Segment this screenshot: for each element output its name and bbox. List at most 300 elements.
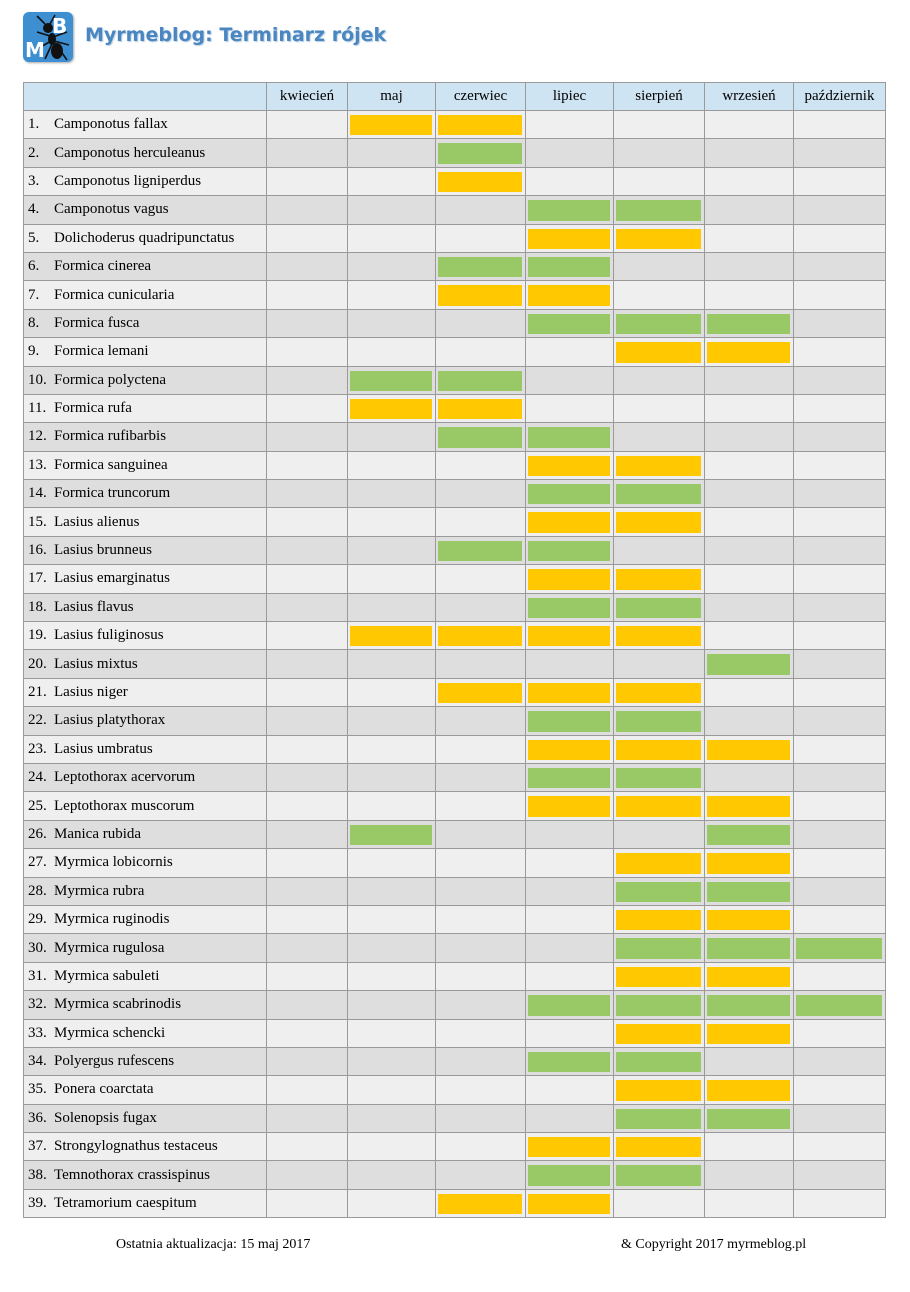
month-cell	[267, 309, 348, 337]
table-row	[24, 224, 886, 252]
month-cell	[267, 565, 348, 593]
month-cell	[614, 139, 705, 167]
species-cell	[24, 849, 267, 877]
month-cell	[526, 849, 614, 877]
month-cell	[705, 1047, 794, 1075]
month-cell	[526, 565, 614, 593]
month-cell	[614, 167, 705, 195]
month-cell	[614, 480, 705, 508]
month-cell	[526, 394, 614, 422]
species-cell	[24, 991, 267, 1019]
species-name: Leptothorax acervorum	[54, 769, 196, 786]
month-header: maj	[348, 83, 436, 111]
month-cell	[267, 763, 348, 791]
month-cell	[526, 252, 614, 280]
swarm-calendar-table	[23, 82, 886, 1218]
month-cell	[348, 536, 436, 564]
month-cell	[348, 1076, 436, 1104]
month-cell	[794, 565, 886, 593]
swarm-bar-yellow	[528, 456, 610, 476]
swarm-bar-yellow	[616, 683, 701, 703]
month-cell	[794, 905, 886, 933]
month-cell	[614, 1161, 705, 1189]
month-cell	[614, 763, 705, 791]
month-cell	[614, 678, 705, 706]
swarm-bar-yellow	[528, 1137, 610, 1157]
species-name: Temnothorax crassispinus	[54, 1166, 211, 1183]
species-number: 28.	[28, 882, 47, 899]
species-number: 7.	[28, 286, 40, 303]
month-cell	[705, 707, 794, 735]
species-cell	[24, 394, 267, 422]
month-cell	[526, 820, 614, 848]
species-cell	[24, 905, 267, 933]
swarm-bar-green	[796, 995, 882, 1015]
swarm-bar-green	[707, 314, 790, 334]
month-cell	[794, 1133, 886, 1161]
month-cell	[436, 1189, 526, 1217]
month-cell	[794, 111, 886, 139]
month-cell	[794, 480, 886, 508]
table-row	[24, 622, 886, 650]
species-cell	[24, 934, 267, 962]
swarm-bar-green	[528, 484, 610, 504]
table-row	[24, 678, 886, 706]
species-cell	[24, 1133, 267, 1161]
species-number: 11.	[28, 400, 47, 417]
month-cell	[614, 650, 705, 678]
table-row	[24, 962, 886, 990]
month-cell	[794, 1189, 886, 1217]
species-cell	[24, 111, 267, 139]
species-number: 26.	[28, 825, 47, 842]
species-name: Formica cunicularia	[54, 286, 175, 303]
month-cell	[526, 480, 614, 508]
swarm-bar-green	[350, 371, 432, 391]
table-row	[24, 139, 886, 167]
month-cell	[705, 905, 794, 933]
swarm-bar-green	[528, 1165, 610, 1185]
swarm-bar-green	[616, 995, 701, 1015]
month-cell	[348, 905, 436, 933]
table-row	[24, 1161, 886, 1189]
month-cell	[348, 820, 436, 848]
month-cell	[705, 962, 794, 990]
table-row	[24, 480, 886, 508]
species-name: Formica sanguinea	[54, 456, 168, 473]
species-number: 18.	[28, 598, 47, 615]
month-cell	[436, 735, 526, 763]
month-cell	[436, 111, 526, 139]
month-cell	[348, 1133, 436, 1161]
swarm-bar-yellow	[528, 285, 610, 305]
species-cell	[24, 735, 267, 763]
month-cell	[267, 394, 348, 422]
month-cell	[526, 1133, 614, 1161]
table-row	[24, 167, 886, 195]
species-name: Camponotus vagus	[54, 201, 169, 218]
species-number: 12.	[28, 428, 47, 445]
month-cell	[614, 849, 705, 877]
species-number: 8.	[28, 314, 40, 331]
month-cell	[526, 678, 614, 706]
month-cell	[614, 877, 705, 905]
species-cell	[24, 281, 267, 309]
month-cell	[614, 991, 705, 1019]
month-cell	[526, 707, 614, 735]
month-cell	[348, 394, 436, 422]
month-cell	[794, 1047, 886, 1075]
species-cell	[24, 196, 267, 224]
species-cell	[24, 1161, 267, 1189]
species-name: Solenopsis fugax	[54, 1109, 157, 1126]
swarm-bar-yellow	[438, 115, 522, 135]
month-cell	[705, 111, 794, 139]
species-number: 19.	[28, 627, 47, 644]
swarm-bar-green	[528, 427, 610, 447]
month-cell	[526, 508, 614, 536]
swarm-bar-green	[616, 1165, 701, 1185]
table-row	[24, 991, 886, 1019]
month-cell	[526, 224, 614, 252]
logo-letter-m: M	[25, 38, 45, 62]
copyright-text: & Copyright 2017 myrmeblog.pl	[621, 1237, 807, 1252]
swarm-bar-yellow	[438, 626, 522, 646]
swarm-bar-green	[616, 711, 701, 731]
species-number: 27.	[28, 854, 47, 871]
species-name: Myrmica sabuleti	[54, 967, 160, 984]
month-cell	[348, 1019, 436, 1047]
month-cell	[267, 905, 348, 933]
species-cell	[24, 707, 267, 735]
swarm-bar-green	[616, 938, 701, 958]
swarm-bar-yellow	[528, 229, 610, 249]
month-cell	[794, 394, 886, 422]
swarm-bar-yellow	[350, 115, 432, 135]
species-number: 4.	[28, 201, 40, 218]
myrmeblog-logo[interactable]	[23, 12, 73, 62]
month-cell	[705, 792, 794, 820]
month-cell	[436, 536, 526, 564]
month-header: kwiecień	[267, 83, 348, 111]
swarm-bar-green	[528, 768, 610, 788]
month-cell	[267, 1047, 348, 1075]
month-cell	[436, 167, 526, 195]
species-name: Camponotus herculeanus	[54, 144, 206, 161]
species-name: Lasius mixtus	[54, 655, 138, 672]
swarm-bar-yellow	[616, 740, 701, 760]
month-cell	[348, 1104, 436, 1132]
month-cell	[614, 394, 705, 422]
month-cell	[794, 167, 886, 195]
swarm-bar-yellow	[616, 853, 701, 873]
month-cell	[614, 281, 705, 309]
month-cell	[348, 224, 436, 252]
table-row	[24, 451, 886, 479]
month-cell	[348, 991, 436, 1019]
species-number: 22.	[28, 712, 47, 729]
month-cell	[436, 1076, 526, 1104]
month-cell	[436, 1019, 526, 1047]
month-cell	[348, 962, 436, 990]
swarm-bar-green	[528, 711, 610, 731]
month-cell	[614, 735, 705, 763]
month-cell	[705, 139, 794, 167]
month-cell	[705, 196, 794, 224]
month-cell	[526, 962, 614, 990]
swarm-bar-yellow	[707, 910, 790, 930]
swarm-bar-green	[616, 1052, 701, 1072]
month-cell	[526, 309, 614, 337]
month-cell	[526, 536, 614, 564]
month-cell	[267, 224, 348, 252]
swarm-bar-yellow	[528, 1194, 610, 1214]
swarm-bar-green	[438, 371, 522, 391]
month-cell	[526, 111, 614, 139]
month-cell	[348, 735, 436, 763]
swarm-bar-yellow	[616, 796, 701, 816]
month-cell	[794, 196, 886, 224]
table-row	[24, 111, 886, 139]
table-row	[24, 820, 886, 848]
month-cell	[436, 962, 526, 990]
month-cell	[526, 139, 614, 167]
table-row	[24, 877, 886, 905]
month-cell	[705, 281, 794, 309]
month-cell	[436, 905, 526, 933]
month-cell	[436, 934, 526, 962]
species-number: 16.	[28, 542, 47, 559]
month-cell	[436, 366, 526, 394]
species-number: 25.	[28, 797, 47, 814]
month-cell	[267, 593, 348, 621]
month-cell	[267, 707, 348, 735]
month-cell	[348, 196, 436, 224]
month-cell	[267, 1104, 348, 1132]
month-cell	[526, 1047, 614, 1075]
species-number: 15.	[28, 513, 47, 530]
species-number: 5.	[28, 229, 40, 246]
table-row	[24, 735, 886, 763]
month-cell	[794, 934, 886, 962]
swarm-bar-yellow	[616, 456, 701, 476]
species-cell	[24, 224, 267, 252]
month-cell	[614, 536, 705, 564]
month-cell	[705, 1019, 794, 1047]
month-cell	[526, 1189, 614, 1217]
month-cell	[267, 735, 348, 763]
month-cell	[526, 593, 614, 621]
month-cell	[705, 820, 794, 848]
month-cell	[794, 1076, 886, 1104]
swarm-bar-yellow	[707, 853, 790, 873]
month-cell	[267, 792, 348, 820]
month-cell	[436, 877, 526, 905]
month-cell	[526, 338, 614, 366]
month-cell	[705, 1189, 794, 1217]
month-cell	[794, 877, 886, 905]
month-cell	[794, 1161, 886, 1189]
month-cell	[348, 565, 436, 593]
table-row	[24, 934, 886, 962]
species-number: 36.	[28, 1109, 47, 1126]
table-row	[24, 366, 886, 394]
species-name: Myrmica rubra	[54, 882, 145, 899]
month-cell	[705, 877, 794, 905]
table-row	[24, 763, 886, 791]
month-cell	[267, 338, 348, 366]
species-cell	[24, 622, 267, 650]
month-header: wrzesień	[705, 83, 794, 111]
month-cell	[614, 622, 705, 650]
month-cell	[436, 196, 526, 224]
swarm-bar-green	[528, 200, 610, 220]
species-number: 37.	[28, 1138, 47, 1155]
month-cell	[614, 934, 705, 962]
species-name: Myrmica scabrinodis	[54, 996, 182, 1013]
species-cell	[24, 167, 267, 195]
table-row	[24, 593, 886, 621]
table-row	[24, 792, 886, 820]
month-header: czerwiec	[436, 83, 526, 111]
month-cell	[348, 1161, 436, 1189]
species-cell	[24, 820, 267, 848]
month-cell	[794, 593, 886, 621]
month-cell	[267, 820, 348, 848]
month-cell	[436, 678, 526, 706]
species-number: 3.	[28, 172, 40, 189]
species-number: 14.	[28, 485, 47, 502]
species-number: 9.	[28, 343, 40, 360]
table-row	[24, 196, 886, 224]
month-cell	[614, 111, 705, 139]
table-row	[24, 1076, 886, 1104]
swarm-bar-yellow	[528, 512, 610, 532]
month-cell	[348, 1189, 436, 1217]
month-cell	[794, 224, 886, 252]
species-cell	[24, 451, 267, 479]
species-name: Formica rufibarbis	[54, 428, 167, 445]
species-cell	[24, 536, 267, 564]
month-cell	[267, 962, 348, 990]
month-cell	[436, 820, 526, 848]
month-cell	[526, 1019, 614, 1047]
month-cell	[794, 820, 886, 848]
species-number: 30.	[28, 939, 47, 956]
species-name: Lasius platythorax	[54, 712, 166, 729]
month-cell	[267, 1133, 348, 1161]
month-cell	[705, 1161, 794, 1189]
month-cell	[267, 849, 348, 877]
month-cell	[348, 849, 436, 877]
month-cell	[794, 622, 886, 650]
month-cell	[348, 877, 436, 905]
month-cell	[705, 480, 794, 508]
table-row	[24, 508, 886, 536]
species-cell	[24, 678, 267, 706]
swarm-bar-green	[528, 314, 610, 334]
month-header: lipiec	[526, 83, 614, 111]
month-cell	[526, 196, 614, 224]
swarm-bar-green	[528, 257, 610, 277]
swarm-bar-yellow	[616, 910, 701, 930]
month-cell	[436, 1104, 526, 1132]
month-cell	[267, 423, 348, 451]
month-cell	[614, 508, 705, 536]
table-row	[24, 394, 886, 422]
month-cell	[705, 1076, 794, 1104]
header-corner	[24, 83, 267, 111]
swarm-bar-yellow	[616, 342, 701, 362]
month-cell	[267, 536, 348, 564]
month-cell	[436, 650, 526, 678]
month-cell	[705, 394, 794, 422]
swarm-bar-green	[528, 541, 610, 561]
swarm-bar-yellow	[528, 796, 610, 816]
month-cell	[348, 622, 436, 650]
table-row	[24, 565, 886, 593]
month-cell	[794, 962, 886, 990]
month-cell	[614, 565, 705, 593]
month-cell	[436, 224, 526, 252]
table-row	[24, 423, 886, 451]
month-cell	[267, 1161, 348, 1189]
swarm-bar-green	[707, 654, 790, 674]
month-cell	[348, 508, 436, 536]
species-number: 39.	[28, 1195, 47, 1212]
table-row	[24, 650, 886, 678]
month-cell	[436, 1133, 526, 1161]
month-cell	[348, 934, 436, 962]
month-cell	[614, 224, 705, 252]
month-cell	[705, 451, 794, 479]
species-number: 31.	[28, 967, 47, 984]
species-name: Lasius fuliginosus	[54, 627, 164, 644]
month-cell	[794, 792, 886, 820]
month-cell	[267, 934, 348, 962]
month-cell	[705, 849, 794, 877]
month-cell	[348, 111, 436, 139]
month-cell	[267, 451, 348, 479]
species-name: Lasius emarginatus	[54, 570, 170, 587]
swarm-bar-yellow	[707, 796, 790, 816]
month-cell	[526, 622, 614, 650]
month-cell	[436, 707, 526, 735]
table-row	[24, 1019, 886, 1047]
month-cell	[614, 366, 705, 394]
swarm-bar-yellow	[438, 172, 522, 192]
species-name: Formica rufa	[54, 400, 132, 417]
species-number: 29.	[28, 911, 47, 928]
month-cell	[794, 252, 886, 280]
month-cell	[614, 905, 705, 933]
swarm-bar-yellow	[616, 512, 701, 532]
month-cell	[794, 707, 886, 735]
month-cell	[267, 1076, 348, 1104]
species-number: 34.	[28, 1053, 47, 1070]
month-cell	[267, 650, 348, 678]
species-cell	[24, 763, 267, 791]
swarm-bar-yellow	[707, 342, 790, 362]
month-cell	[614, 707, 705, 735]
month-cell	[794, 423, 886, 451]
month-cell	[705, 763, 794, 791]
month-cell	[436, 593, 526, 621]
month-cell	[267, 1189, 348, 1217]
month-cell	[705, 536, 794, 564]
month-cell	[348, 678, 436, 706]
month-cell	[348, 763, 436, 791]
